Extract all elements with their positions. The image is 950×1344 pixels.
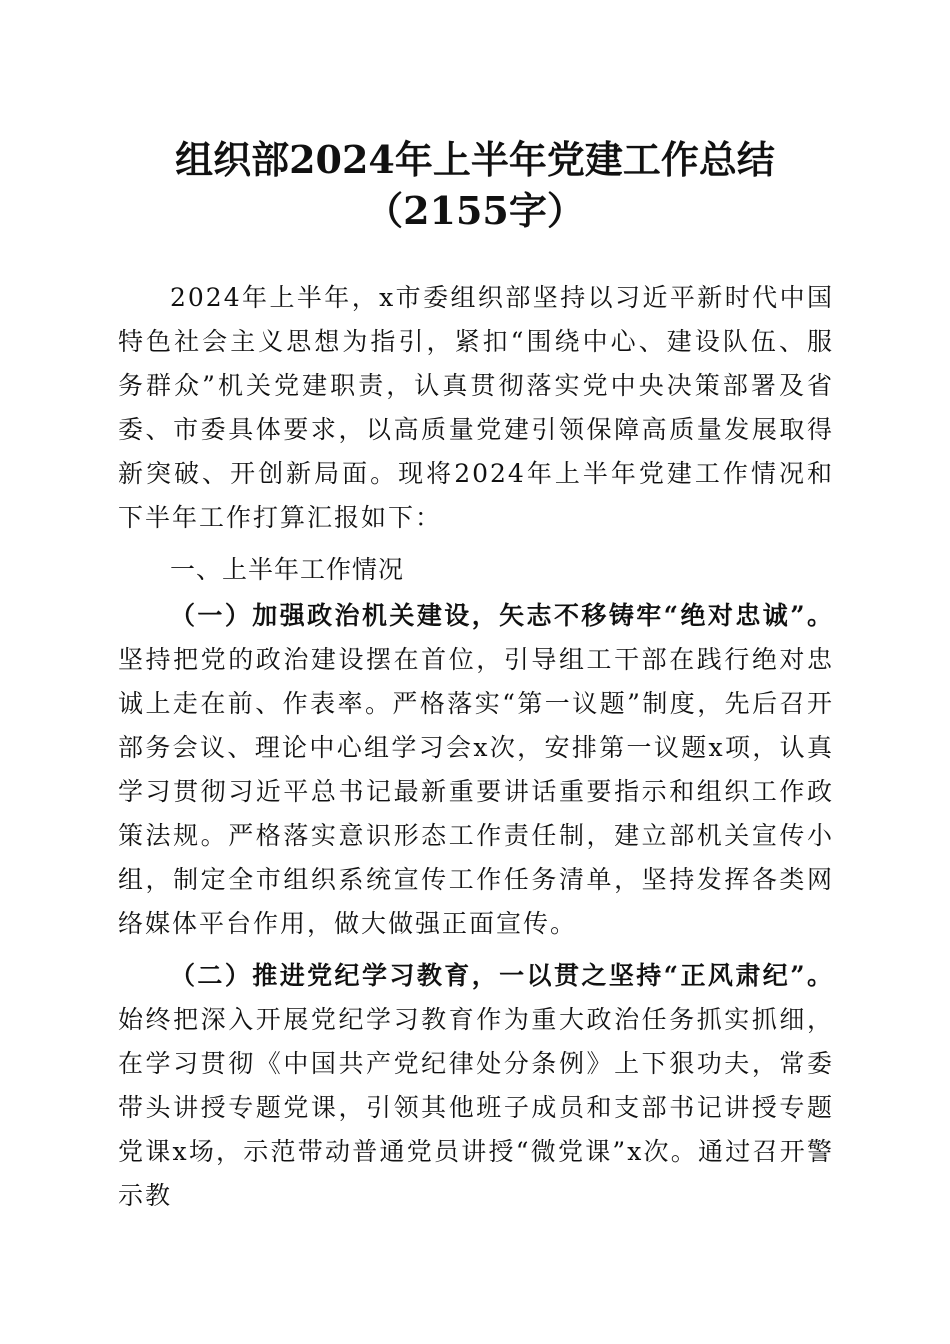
subsection-1-body: 坚持把党的政治建设摆在首位，引导组工干部在践行绝对忠诚上走在前、作表率。严格落实“第一议题”制度，先后召开部务会议、理论中心组学习会x次，安排第一议题x项，认真学习贯彻习近平总书记最新重要讲话重要指示和组织工作政策法规。严格落实意识形态工作责任制，建立部机关宣传小组，制定全市组织系统宣传工作任务清单，坚持发挥各类网络媒体平台作用，做大做强正面宣传。 xyxy=(118,645,834,938)
subsection-2-body: 始终把深入开展党纪学习教育作为重大政治任务抓实抓细，在学习贯彻《中国共产党纪律处分条例》上下狠功夫，常委带头讲授专题党课，引领其他班子成员和支部书记讲授专题党课x场，示范带动普通党员讲授“微党课”x次。通过召开警示教 xyxy=(118,1005,834,1210)
subsection-1-heading: （一）加强政治机关建设，矢志不移铸牢“绝对忠诚”。 xyxy=(170,601,834,630)
document-title: 组织部2024年上半年党建工作总结（2155字） xyxy=(175,137,775,233)
section-heading: 一、上半年工作情况 xyxy=(170,555,405,584)
document-body xyxy=(118,276,834,1226)
intro-paragraph: 2024年上半年，x市委组织部坚持以习近平新时代中国特色社会主义思想为指引，紧扣“围绕中心、建设队伍、服务群众”机关党建职责，认真贯彻落实党中央决策部署及省委、市委具体要求，以高质量党建引领保障高质量发展取得新突破、开创新局面。现将2024年上半年党建工作情况和下半年工作打算汇报如下： xyxy=(118,283,834,532)
subsection-2-heading: （二）推进党纪学习教育，一以贯之坚持“正风肃纪”。 xyxy=(170,961,834,990)
subsection-2-paragraph xyxy=(118,954,834,1218)
subsection-1-paragraph xyxy=(118,594,834,946)
